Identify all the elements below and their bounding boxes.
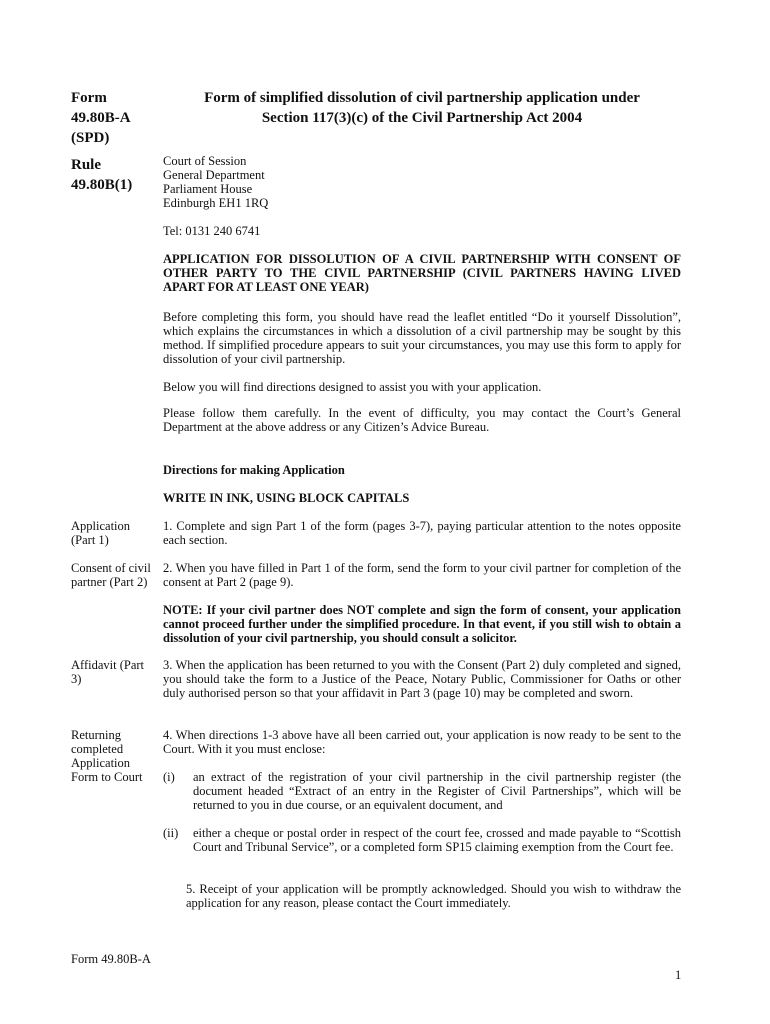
side-label-application: Application (Part 1) xyxy=(71,519,131,547)
rule-reference xyxy=(71,155,132,195)
consent-note: NOTE: If your civil partner does NOT complete and sign the form of consent, your application cannot proceed further under the simplified procedure. In that event, if you still wish to obtain a dissolution of your civil partnership, you should consult a solicitor. xyxy=(163,603,681,645)
form-id-line2: 49.80B-A xyxy=(71,110,131,126)
direction-1: 1. Complete and sign Part 1 of the form (pages 3-7), paying particular attention to the notes opposite each section. xyxy=(163,519,681,547)
address-line3: Parliament House xyxy=(163,182,253,196)
enclosure-ii-label: (ii) xyxy=(163,826,179,840)
address-line2: General Department xyxy=(163,168,265,182)
enclosure-ii-text: either a cheque or postal order in respect of the court fee, crossed and made payable to “Scottish Court and Tribunal Service”, or a completed form SP15 claiming exemption from the Court fee. xyxy=(193,826,681,854)
address-line4: Edinburgh EH1 1RQ xyxy=(163,196,269,210)
address-line1: Court of Session xyxy=(163,154,247,168)
rule-line1: Rule xyxy=(71,157,101,173)
form-identifier xyxy=(71,88,131,148)
intro-paragraph-2: Below you will find directions designed to assist you with your application. xyxy=(163,380,542,394)
side-label-consent: Consent of civil partner (Part 2) xyxy=(71,561,151,589)
side-label-returning: Returning completed Application Form to Court xyxy=(71,728,143,784)
direction-5: 5. Receipt of your application will be promptly acknowledged. Should you wish to withdraw the application for any reason, please contact the Court immediately. xyxy=(186,882,681,910)
form-id-line1: Form xyxy=(71,90,107,106)
enclosure-i-text: an extract of the registration of your civil partnership in the civil partnership register (the document headed “Extract of an entry in the Register of Civil Partnerships”, which will be returned to you in due course, or an equivalent document, and xyxy=(193,770,681,812)
intro-paragraph-3: Please follow them carefully. In the event of difficulty, you may contact the Court’s General Department at the above address or any Citizen’s Advice Bureau. xyxy=(163,406,681,434)
title-line2: Section 117(3)(c) of the Civil Partnership Act 2004 xyxy=(261,110,583,126)
court-address xyxy=(163,154,268,238)
rule-line2: 49.80B(1) xyxy=(71,177,133,193)
side-label-affidavit: Affidavit (Part 3) xyxy=(71,658,145,686)
form-title xyxy=(163,88,681,128)
application-heading: APPLICATION FOR DISSOLUTION OF A CIVIL PARTNERSHIP WITH CONSENT OF OTHER PARTY TO THE CIVIL PARTNERSHIP (CIVIL PARTNERS HAVING LIVED APART FOR AT LEAST ONE YEAR) xyxy=(163,252,681,294)
page-number: 1 xyxy=(675,968,682,982)
directions-heading: Directions for making Application xyxy=(163,463,345,477)
direction-4: 4. When directions 1-3 above have all been carried out, your application is now ready to be sent to the Court. With it you must enclose: xyxy=(163,728,681,756)
direction-3: 3. When the application has been returned to you with the Consent (Part 2) duly completed and signed, you should take the form to a Justice of the Peace, Notary Public, Commissioner for Oaths or other duly authorised person so that your affidavit in Part 3 (page 10) may be completed and sworn. xyxy=(163,658,681,700)
title-line1: Form of simplified dissolution of civil partnership application under xyxy=(204,90,640,106)
write-in-ink-instruction: WRITE IN INK, USING BLOCK CAPITALS xyxy=(163,491,410,505)
intro-paragraph-1: Before completing this form, you should have read the leaflet entitled “Do it yourself Dissolution”, which explains the circumstances in which a dissolution of a civil partnership may be sought by this method. If simplified procedure appears to suit your circumstances, you may use this form to apply for dissolution of your civil partnership. xyxy=(163,310,681,366)
footer-form-id: Form 49.80B-A xyxy=(71,952,151,966)
form-id-line3: (SPD) xyxy=(71,130,110,146)
direction-2: 2. When you have filled in Part 1 of the form, send the form to your civil partner for completion of the consent at Part 2 (page 9). xyxy=(163,561,681,589)
telephone: Tel: 0131 240 6741 xyxy=(163,224,261,238)
enclosure-i-label: (i) xyxy=(163,770,175,784)
